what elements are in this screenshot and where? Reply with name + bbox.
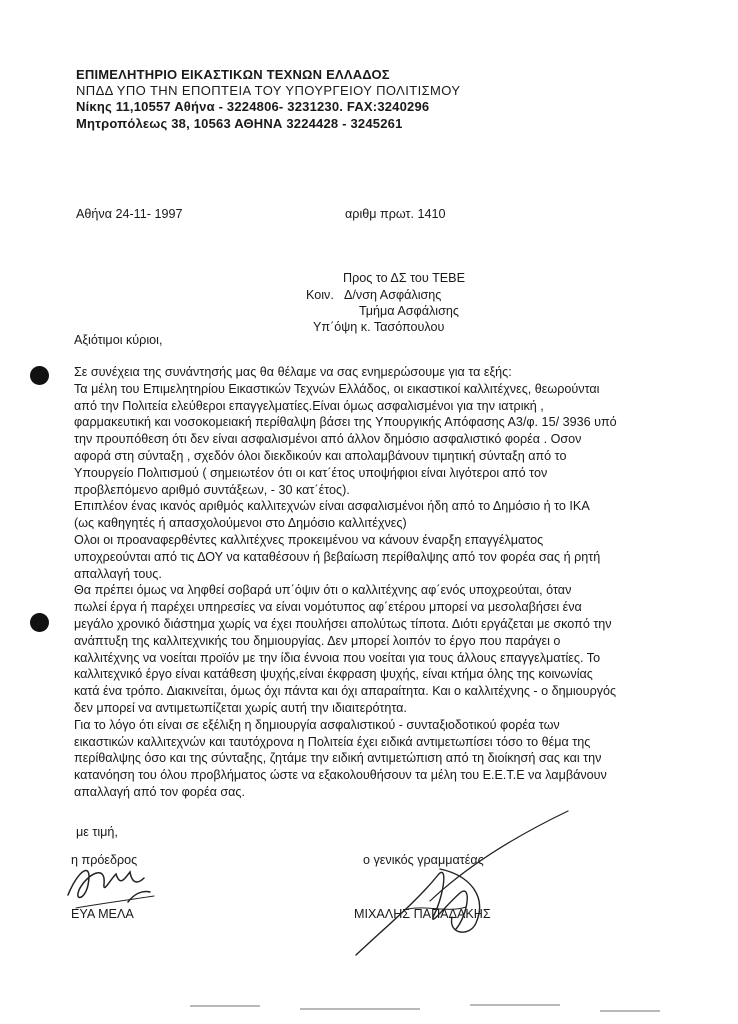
president-signature [58,850,168,920]
body-line: απαλλαγή τους. [74,566,162,581]
body-line: καλλιτεχνικό έργο είναι κατάθεση ψυχής,είναι έκφραση ψυχής, είναι κτήμα όλης της κοινωνίας [74,667,593,682]
body-line: (ως καθηγητές ή απασχολούμενοι στο Δημόσιο καλλιτέχνες) [74,516,407,531]
body-line: αφορά στη σύνταξη , σχεδόν όλοι διεκδικούν και απολαμβάνουν τιμητική σύνταξη από το [74,448,567,463]
body-line: φαρμακευτική και νοσοκομειακή περίθαλψη βάσει της Υπουργικής Απόφασης Α3/φ. 15/ 3936 υπό [74,415,617,430]
scan-noise [190,1005,260,1007]
cc-recipient-1: Δ/νση Ασφάλισης [344,288,442,302]
body-line: κατά ένα τρόπο. Διακινείται, όμως όχι πάντα και όχι απαραίτητα. Και ο καλλιτέχνης - ο δημιουργός [74,684,617,699]
recipient-to: Προς το ΔΣ του ΤΕΒΕ [343,271,465,285]
body-line: Θα πρέπει όμως να ληφθεί σοβαρά υπ΄όψιν ότι ο καλλιτέχνης αφ΄ενός υποχρεούται, όταν [74,583,572,598]
body-line: από την Πολιτεία ελεύθεροι επαγγελματίες.Είναι όμως ασφαλισμένοι για την ιατρική , [74,398,544,413]
salutation: Αξιότιμοι κύριοι, [74,333,163,347]
secretary-title: ο γενικός γραμματέας [363,853,484,867]
body-line: ανάπτυξη της καλλιτεχνικής του δημιουργίας. Δεν μπορεί λοιπόν το έργο που παράγει ο [74,633,561,648]
protocol-number: αριθμ πρωτ. 1410 [345,207,446,221]
body-line: πωλεί έργα ή παρέχει υπηρεσίες να είναι νομότυπος αφ΄ετέρου μπορεί να μεσολαβήσει ένα [74,600,582,615]
secretary-name: ΜΙΧΑΛΗΣ ΠΑΠΑΔΑΚΗΣ [354,907,491,921]
body-line: Επιπλέον ένας ικανός αριθμός καλλιτεχνών είναι ασφαλισμένοι ήδη από το Δημόσιο ή το ΙΚΑ [74,499,590,514]
org-name: ΕΠΙΜΕΛΗΤΗΡΙΟ ΕΙΚΑΣΤΙΚΩΝ ΤΕΧΝΩΝ ΕΛΛΑΔΟΣ [76,67,390,82]
attention-line: Υπ΄όψη κ. Τασόπουλου [313,320,445,334]
punch-hole-top [30,366,49,385]
body-line: κατανόηση του όλου προβλήματος ώστε να εξακολουθήσουν τα μέλη του Ε.Ε.Τ.Ε να λαμβάνουν [74,768,607,783]
body-line: καλλιτέχνης να νοείται προϊόν με την ίδια έννοια που νοείται για τους άλλους επαγγελματίες. Το [74,650,601,665]
body-line: Ολοι οι προαναφερθέντες καλλιτέχνες προκειμένου να κάνουν έναρξη επαγγέλματος [74,532,544,547]
body-line: προβλεπόμενο αριθμό συντάξεων, - 30 κατ΄έτος). [74,482,350,497]
body-line: υποχρεούνται από τις ΔΟΥ να καταθέσουν ή βεβαίωση περίθαλψης από τον φορέα σας ή ρητή [74,549,601,564]
body-line: απαλλαγή από τον φορέα σας. [74,784,245,799]
cc-recipient-2: Τμήμα Ασφάλισης [359,304,459,318]
scan-noise [470,1004,560,1006]
cc-label: Κοιν. [306,288,334,302]
secretary-signature [348,805,588,965]
legal-status: ΝΠΔΔ ΥΠΟ ΤΗΝ ΕΠΟΠΤΕΙΑ ΤΟΥ ΥΠΟΥΡΓΕΙΟΥ ΠΟΛΙΤΙΣΜΟΥ [76,83,461,98]
body-line: την προυπόθεση ότι δεν είναι ασφαλισμένοι από άλλον δημόσιο ασφαλιστικό φορέα . Οσον [74,432,582,447]
letter-body [74,364,714,801]
body-line: περίθαλψης όσο και της σύνταξης, ζητάμε την ειδική αντιμετώπιση από τη διοίκησή σας και την [74,751,602,766]
body-line: Σε συνέχεια της συνάντησής μας θα θέλαμε να σας ενημερώσουμε για τα εξής: [74,365,512,379]
scan-noise [600,1010,660,1012]
body-line: Υπουργείο Πολιτισμού ( σημειωτέον ότι οι κατ΄έτος υποψήφιοι είναι λιγότεροι από τον [74,465,548,480]
address-line-1: Νίκης 11,10557 Αθήνα - 3224806- 3231230. FAX:3240296 [76,99,430,114]
punch-hole-bottom [30,613,49,632]
body-line: Τα μέλη του Επιμελητηρίου Εικαστικών Τεχνών Ελλάδος, οι εικαστικοί καλλιτέχνες, θεωρούνται [74,381,600,396]
body-line: Για το λόγο ότι είναι σε εξέλιξη η δημιουργία ασφαλιστικού - συνταξιοδοτικού φορέα των [74,717,560,732]
closing-regards: με τιμή, [76,825,118,839]
president-title: η πρόεδρος [71,853,138,867]
letter-date: Αθήνα 24-11- 1997 [76,207,183,221]
address-line-2: Μητροπόλεως 38, 10563 ΑΘΗΝΑ 3224428 - 3245261 [76,116,403,131]
body-line: εικαστικών καλλιτεχνών και ταυτόχρονα η Πολιτεία έχει ειδικά αντιμετωπίσει τόσο το θέμα της [74,734,591,749]
body-line: δεν μπορεί να αντιμετωπίζεται χωρίς αυτή την ιδιαιτερότητα. [74,700,407,715]
president-name: ΕΥΑ ΜΕΛΑ [71,907,134,921]
body-line: μεγάλο χρονικό διάστημα χωρίς να έχει πουλήσει απολύτως τίποτα. Διότι εργάζεται με σκοπό την [74,616,612,631]
scan-noise [300,1008,420,1010]
